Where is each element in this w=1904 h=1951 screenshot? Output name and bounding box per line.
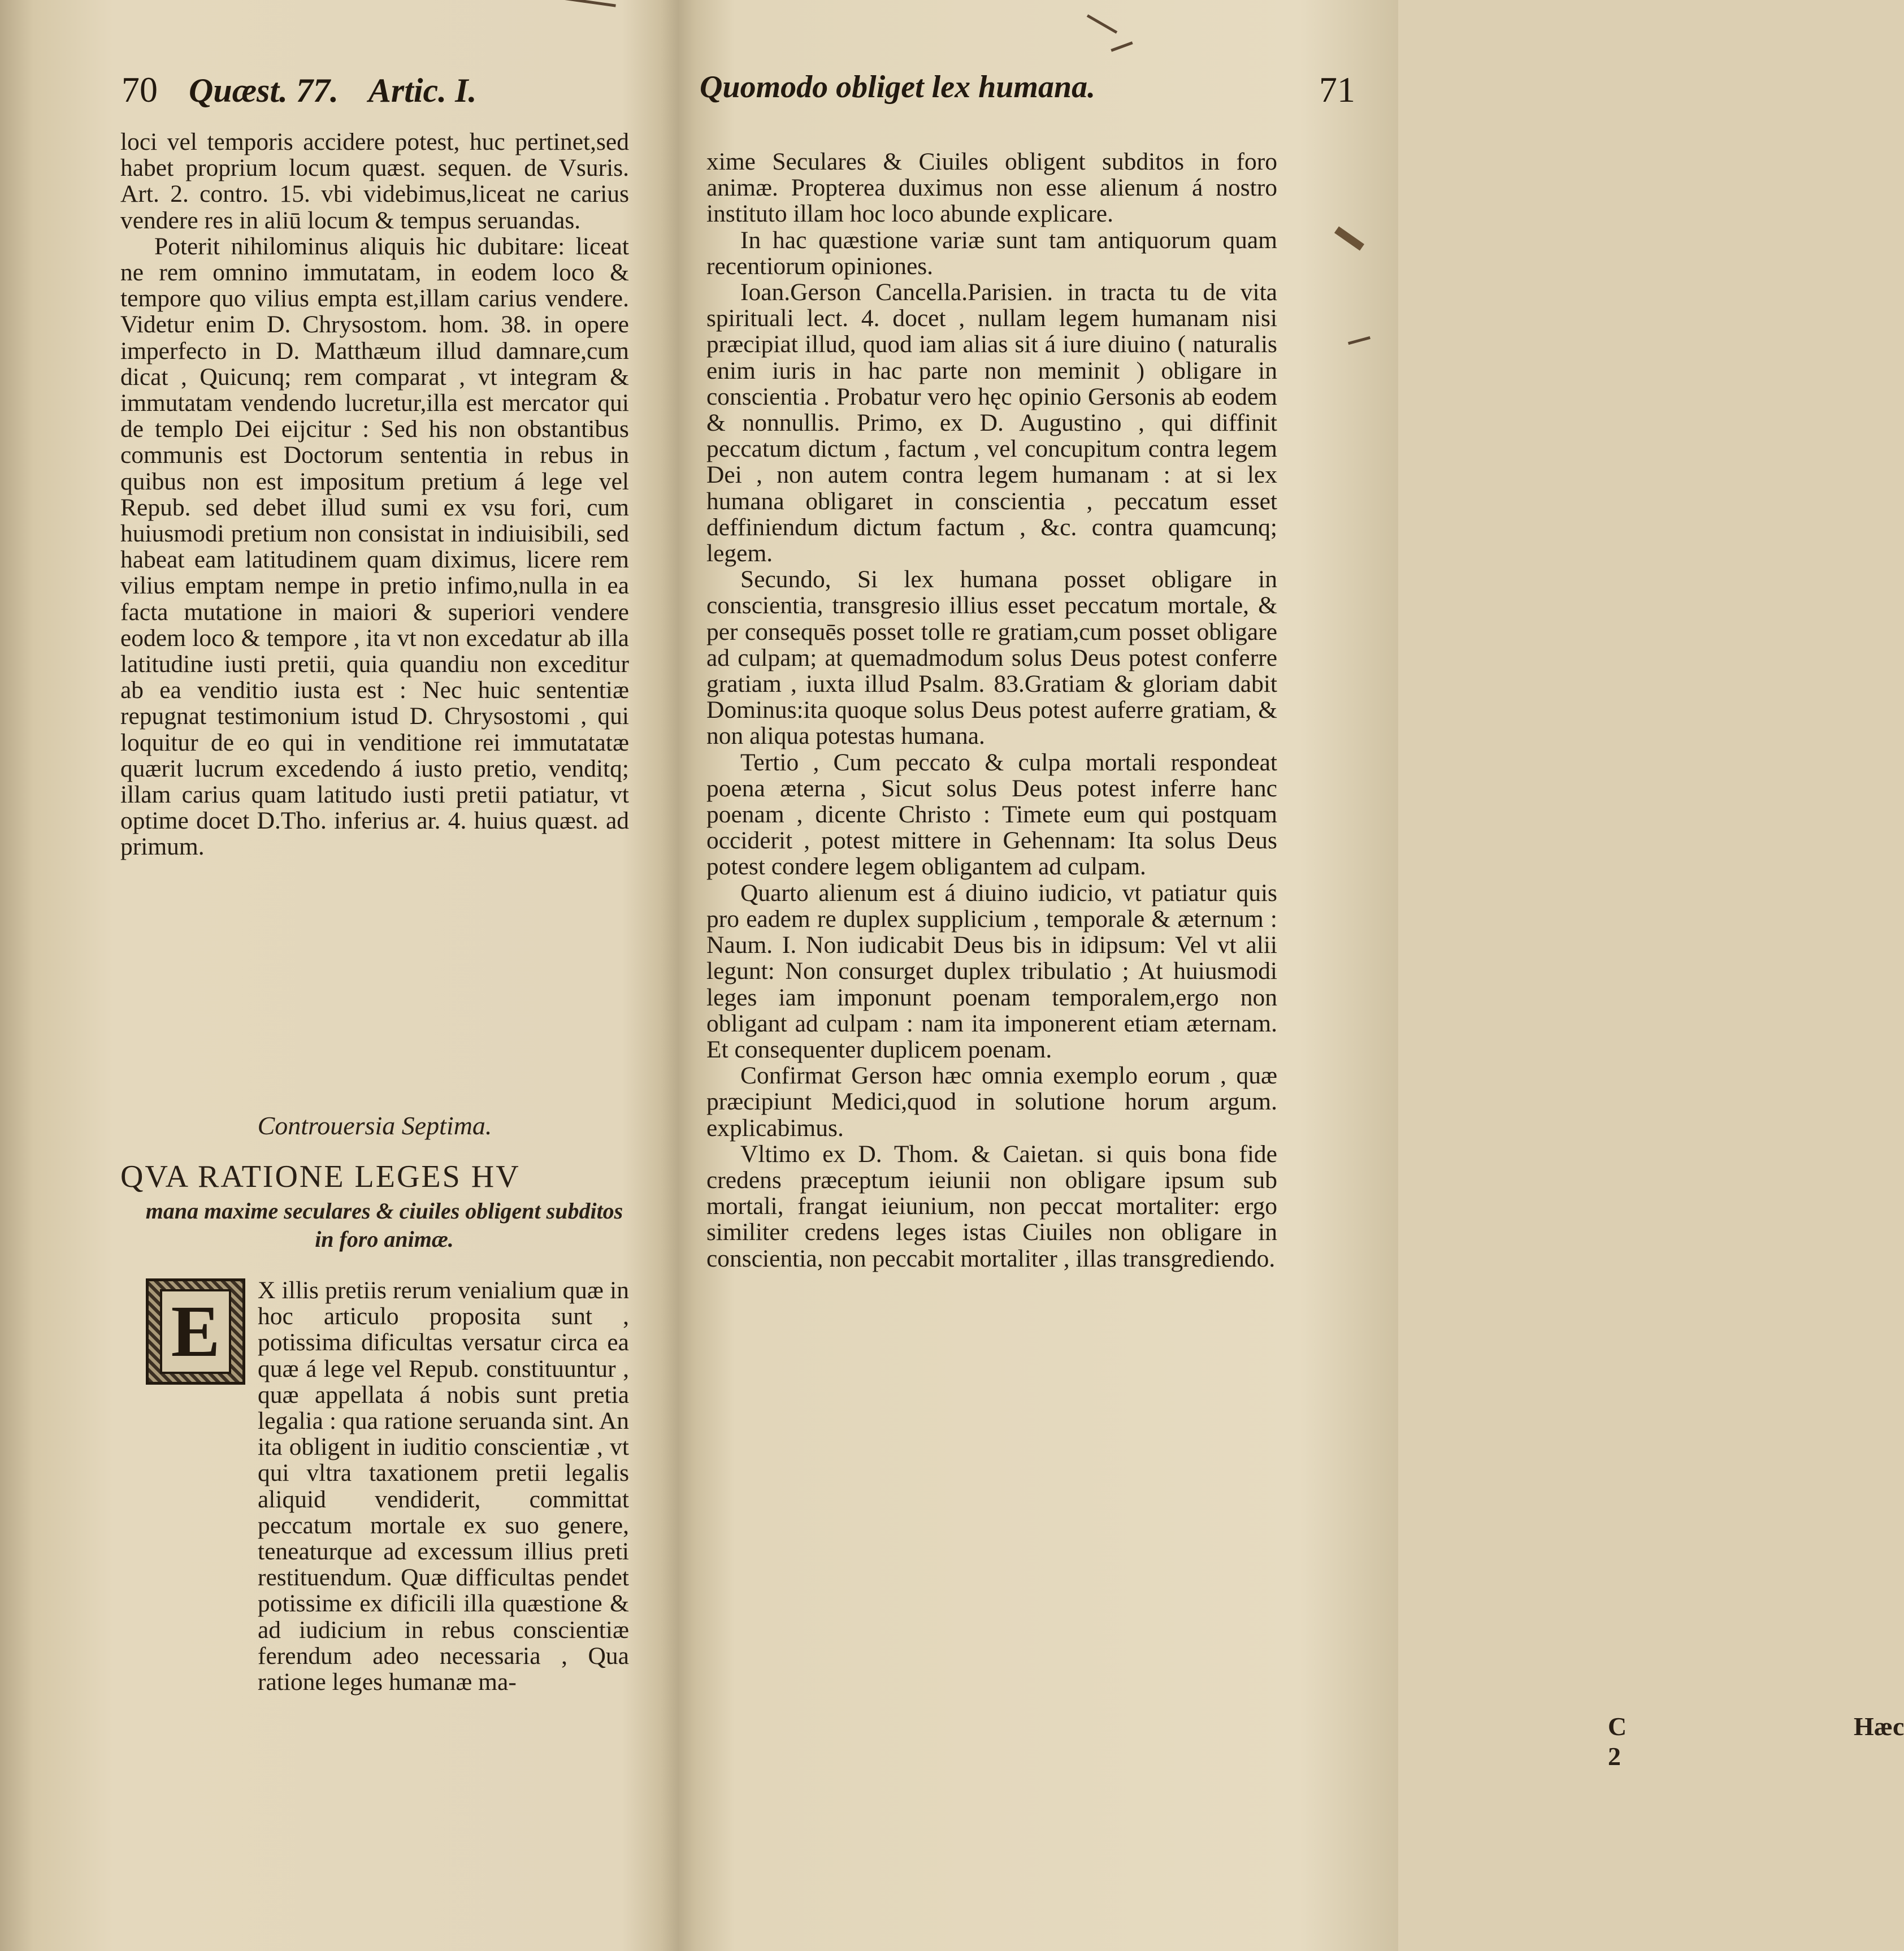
right-page-number: 71: [1319, 70, 1355, 110]
right-running-head: [700, 69, 1372, 120]
paragraph: xime Seculares & Ciuiles obligent subditos in foro animæ. Propterea duximus non esse alienum á nostro instituto illam hoc loco abunde explicare.: [706, 148, 1277, 228]
left-running-head-question: Quæst. 77.: [189, 72, 339, 109]
paragraph: Secundo, Si lex humana posset obligare in conscientia, transgresio illius esset peccatum mortale, & per consequēs posset tolle re gratiam,cum posset obligare ad culpam; at quemadmodum solus Deus potest conferre gratiam , iuxta illud Psalm. 83.Gratiam & gloriam dabit Dominus:ita quoque solus Deus potest auferre gratiam, & non aliqua potestas humana.: [706, 566, 1277, 750]
right-column-text: [706, 149, 1277, 1272]
left-running-head-article: Artic. I.: [368, 72, 477, 109]
left-page: [0, 0, 678, 1951]
paragraph: Poterit nihilominus aliquis hic dubitare: liceat ne rem omnino immutatam, in eodem loco & tempore quo vilius empta est,illam carius vendere. Videtur enim D. Chrysostom. hom. 38. in opere imperfecto in D. Matthæum illud damnare,cum dicat , Quicunq; rem comparat , vt integram & immutatam vendendo lucretur,illa est mercator qui de templo Dei eijcitur : Sed his non obstantibus communis est Doctorum sententia in rebus in quibus non est impositum pretium á lege vel Repub. sed debet illud sumi ex vsu fori, cum huiusmodi pretium non consistat in indiuisibili, sed habeat eam latitudinem quam diximus, licere rem vilius emptam nempe in pretio infimo,nulla in ea facta mutatione in maiori & superiori vendere eodem loco & tempore , ita vt non excedatur ab illa latitudine iusti pretii, quia quandiu non exceditur ab ea venditio iusta est : Nec huic sententiæ repugnat testimonium istud D. Chrysostomi , qui loquitur de eo qui in venditione rei immutatatæ quærit lucrum excedendo á iusto pretio, venditq; illam carius quam latitudo iusti pretii patiatur, vt optime docet D.Tho. inferius ar. 4. huius quæst. ad primum.: [120, 232, 629, 861]
paragraph: Confirmat Gerson hæc omnia exemplo eorum , quæ præcipiunt Medici,quod in solutione horum argum. explicabimus.: [706, 1062, 1277, 1142]
paragraph: Quarto alienum est á diuino iudicio, vt patiatur quis pro eadem re duplex supplicium , temporale & æternum : Naum. I. Non iudicabit Deus bis in idipsum: Vel vt alii legunt: Non consurget duplex tribulatio ; At huiusmodi leges iam imponunt poenam temporalem,ergo non obligant ad culpam : nam ita imponerent etiam æternam. Et consequenter duplicem poenam.: [706, 879, 1277, 1063]
paragraph: [120, 1277, 629, 1695]
initial-letter: E: [160, 1289, 231, 1374]
question-body: [120, 1277, 629, 1695]
paragraph: loci vel temporis accidere potest, huc pertinet,sed habet proprium locum quæst. sequen. de Vsuris. Art. 2. contro. 15. vbi videbimus,liceat ne carius vendere res in aliū locum & tempus seruandas.: [120, 128, 629, 234]
left-running-head: [122, 69, 500, 120]
paragraph: Vltimo ex D. Thom. & Caietan. si quis bona fide credens præceptum ieiunii non obligare ipsum sub mortali, frangat ieiunium, non peccat mortaliter: ergo similiter credens leges istas Ciuiles non obligare in conscientia, non peccabit mortaliter , illas transgrediendo.: [706, 1140, 1277, 1272]
right-running-head-title: Quomodo obliget lex humana.: [700, 70, 1096, 105]
question-title: QVA RATIONE LEGES HV: [120, 1159, 521, 1194]
controversia-heading: Controuersia Septima.: [257, 1111, 492, 1140]
catchword: Hæc: [1854, 1712, 1904, 1741]
paragraph: Tertio , Cum peccato & culpa mortali respondeat poena æterna , Sicut solus Deus potest inferre hanc poenam , dicente Christo : Timete eum qui postquam occiderit , potest mittere in Gehennam: Ita solus Deus potest condere legem obligantem ad culpam.: [706, 748, 1277, 881]
paragraph: In hac quæstione variæ sunt tam antiquorum quam recentiorum opiniones.: [706, 226, 1277, 280]
left-page-number: 70: [122, 70, 158, 110]
signature-mark: C 2: [1608, 1712, 1627, 1771]
right-page: [678, 0, 1904, 1951]
paragraph-text: X illis pretiis rerum venialium quæ in hoc articulo proposita sunt , potissima dificultas versatur circa ea quæ á lege vel Repub. constituuntur , quæ appellata á nobis sunt pretia legalia : qua ratione seruanda sint. An ita obligent in iuditio conscientiæ , vt qui vltra taxationem pretii legalis aliquid vendiderit, committat peccatum mortale ex suo genere, teneaturque ad excessum illius preti restituendum. Quæ difficultas pendet potissime ex dificili illa quæstione & ad iudicium in rebus conscientiæ ferendum adeo necessaria , Qua ratione leges humanæ ma-: [258, 1277, 629, 1696]
left-column-text: [120, 129, 629, 860]
paragraph: Ioan.Gerson Cancella.Parisien. in tracta tu de vita spirituali lect. 4. docet , nullam legem humanam nisi præcipiat illud, quod iam alias sit á iure diuino ( naturalis enim iuris in hac parte non meminit ) obligare in conscientia . Probatur vero hęc opinio Gersonis ab eodem & nonnullis. Primo, ex D. Augustino , qui diffinit peccatum dictum , factum , vel concupitum contra legem Dei , non autem contra legem humanam : at si lex humana obligaret in conscientia , peccatum esset deffiniendum dictum factum , &c. contra quamcunq; legem.: [706, 279, 1277, 567]
question-subtitle: mana maxime seculares & ciuiles obligent subditos in foro animæ.: [145, 1198, 623, 1252]
